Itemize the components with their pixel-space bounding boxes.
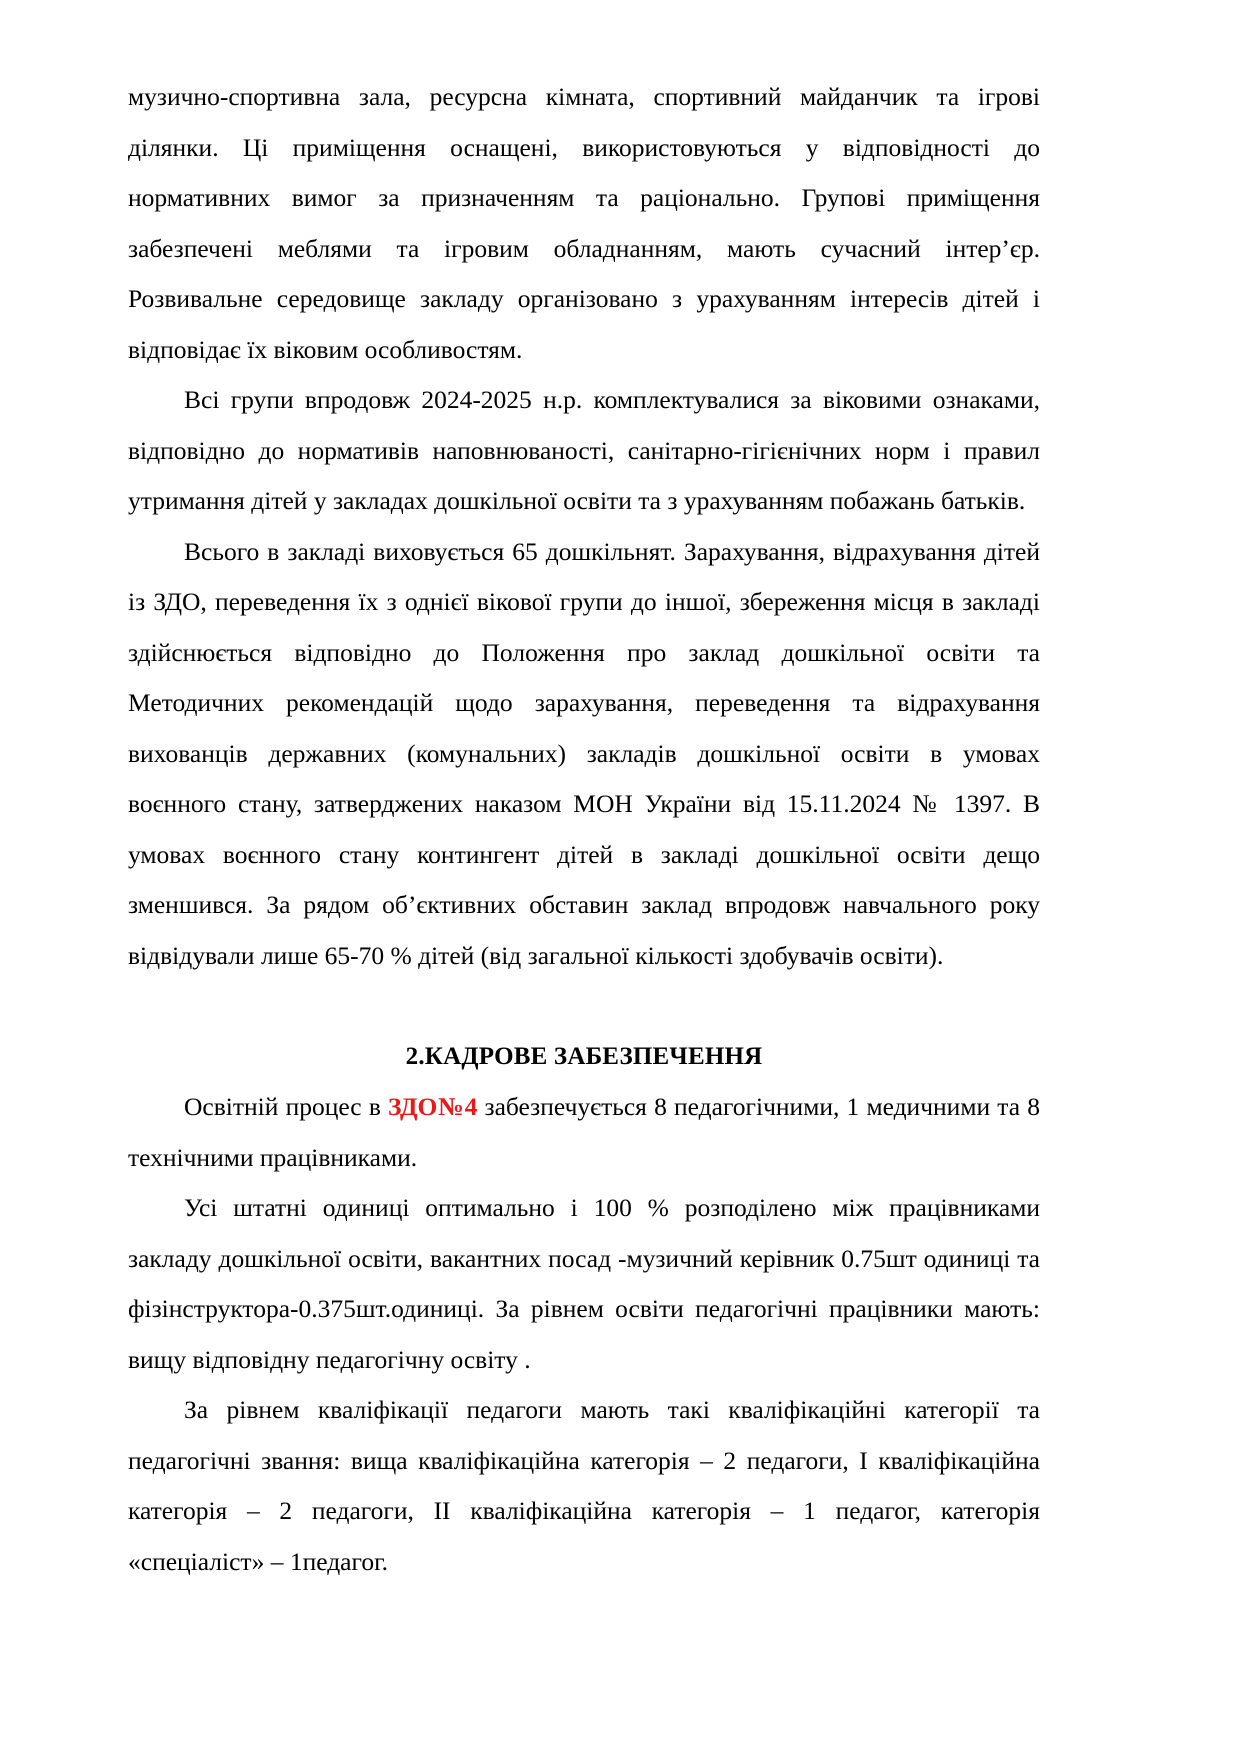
document-body [128,72,1040,1587]
paragraph-enrollment: Всього в закладі виховується 65 дошкільнят. Зарахування, відрахування дітей із ЗДО, переведення їх з однієї вікової групи до іншої, збереження місця в закладі здійснюється відповідно до Положення про заклад дошкільної освіти та Методичних рекомендацій щодо зарахування, переведення та відрахування вихованців державних (комунальних) закладів дошкільної освіти в умовах воєнного стану, затверджених наказом МОН України від 15.11.2024 № 1397. В умовах воєнного стану контингент дітей в закладі дошкільної освіти дещо зменшився. За рядом об’єктивних обставин заклад впродовж навчального року відвідували лише 65-70 % дітей (від загальної кількості здобувачів освіти). [128,536,1040,970]
section-heading-staffing: 2.КАДРОВЕ ЗАБЕЗПЕЧЕННЯ [405,1042,763,1070]
paragraph-staff-counts [128,1082,1040,1183]
paragraph-facilities: музично-спортивна зала, ресурсна кімната, спортивний майданчик та ігрові ділянки. Ці приміщення оснащені, використовуються у відповідності до нормативних вимог за призначенням та раціонально. Групові приміщення забезпечені меблями та ігровим обладнанням, мають сучасний інтер’єр. Розвивальне середовище закладу організовано з урахуванням інтересів дітей і відповідає їх віковим особливостям. [128,82,1040,364]
institution-name-highlight: ЗДО№4 [388,1092,478,1121]
paragraph-staff-units: Усі штатні одиниці оптимально і 100 % розподілено між працівниками закладу дошкільної освіти, вакантних посад -музичний керівник 0.75шт одиниці та фізінструктора-0.375шт.одиниці. За рівнем освіти педагогічні працівники мають: вищу відповідну педагогічну освіту . [128,1193,1040,1374]
staff-text-lead: Освітній процес в [184,1092,389,1121]
paragraph-qualification-categories: За рівнем кваліфікації педагоги мають такі кваліфікаційні категорії та педагогічні звання: вища кваліфікаційна категорія – 2 педагоги, І кваліфікаційна категорія – 2 педагоги, ІІ кваліфікаційна категорія – 1 педагог, категорія «спеціаліст» – 1педагог. [128,1395,1040,1576]
staff-text-tail: забезпечується 8 педагогічними, 1 медичними та 8 технічними працівниками. [128,1092,1041,1172]
section-gap [128,981,1040,1032]
paragraph-group-composition: Всі групи впродовж 2024-2025 н.р. комплектувалися за віковими ознаками, відповідно до нормативів наповнюваності, санітарно-гігієнічних норм і правил утримання дітей у закладах дошкільної освіти та з урахуванням побажань батьків. [128,385,1040,515]
